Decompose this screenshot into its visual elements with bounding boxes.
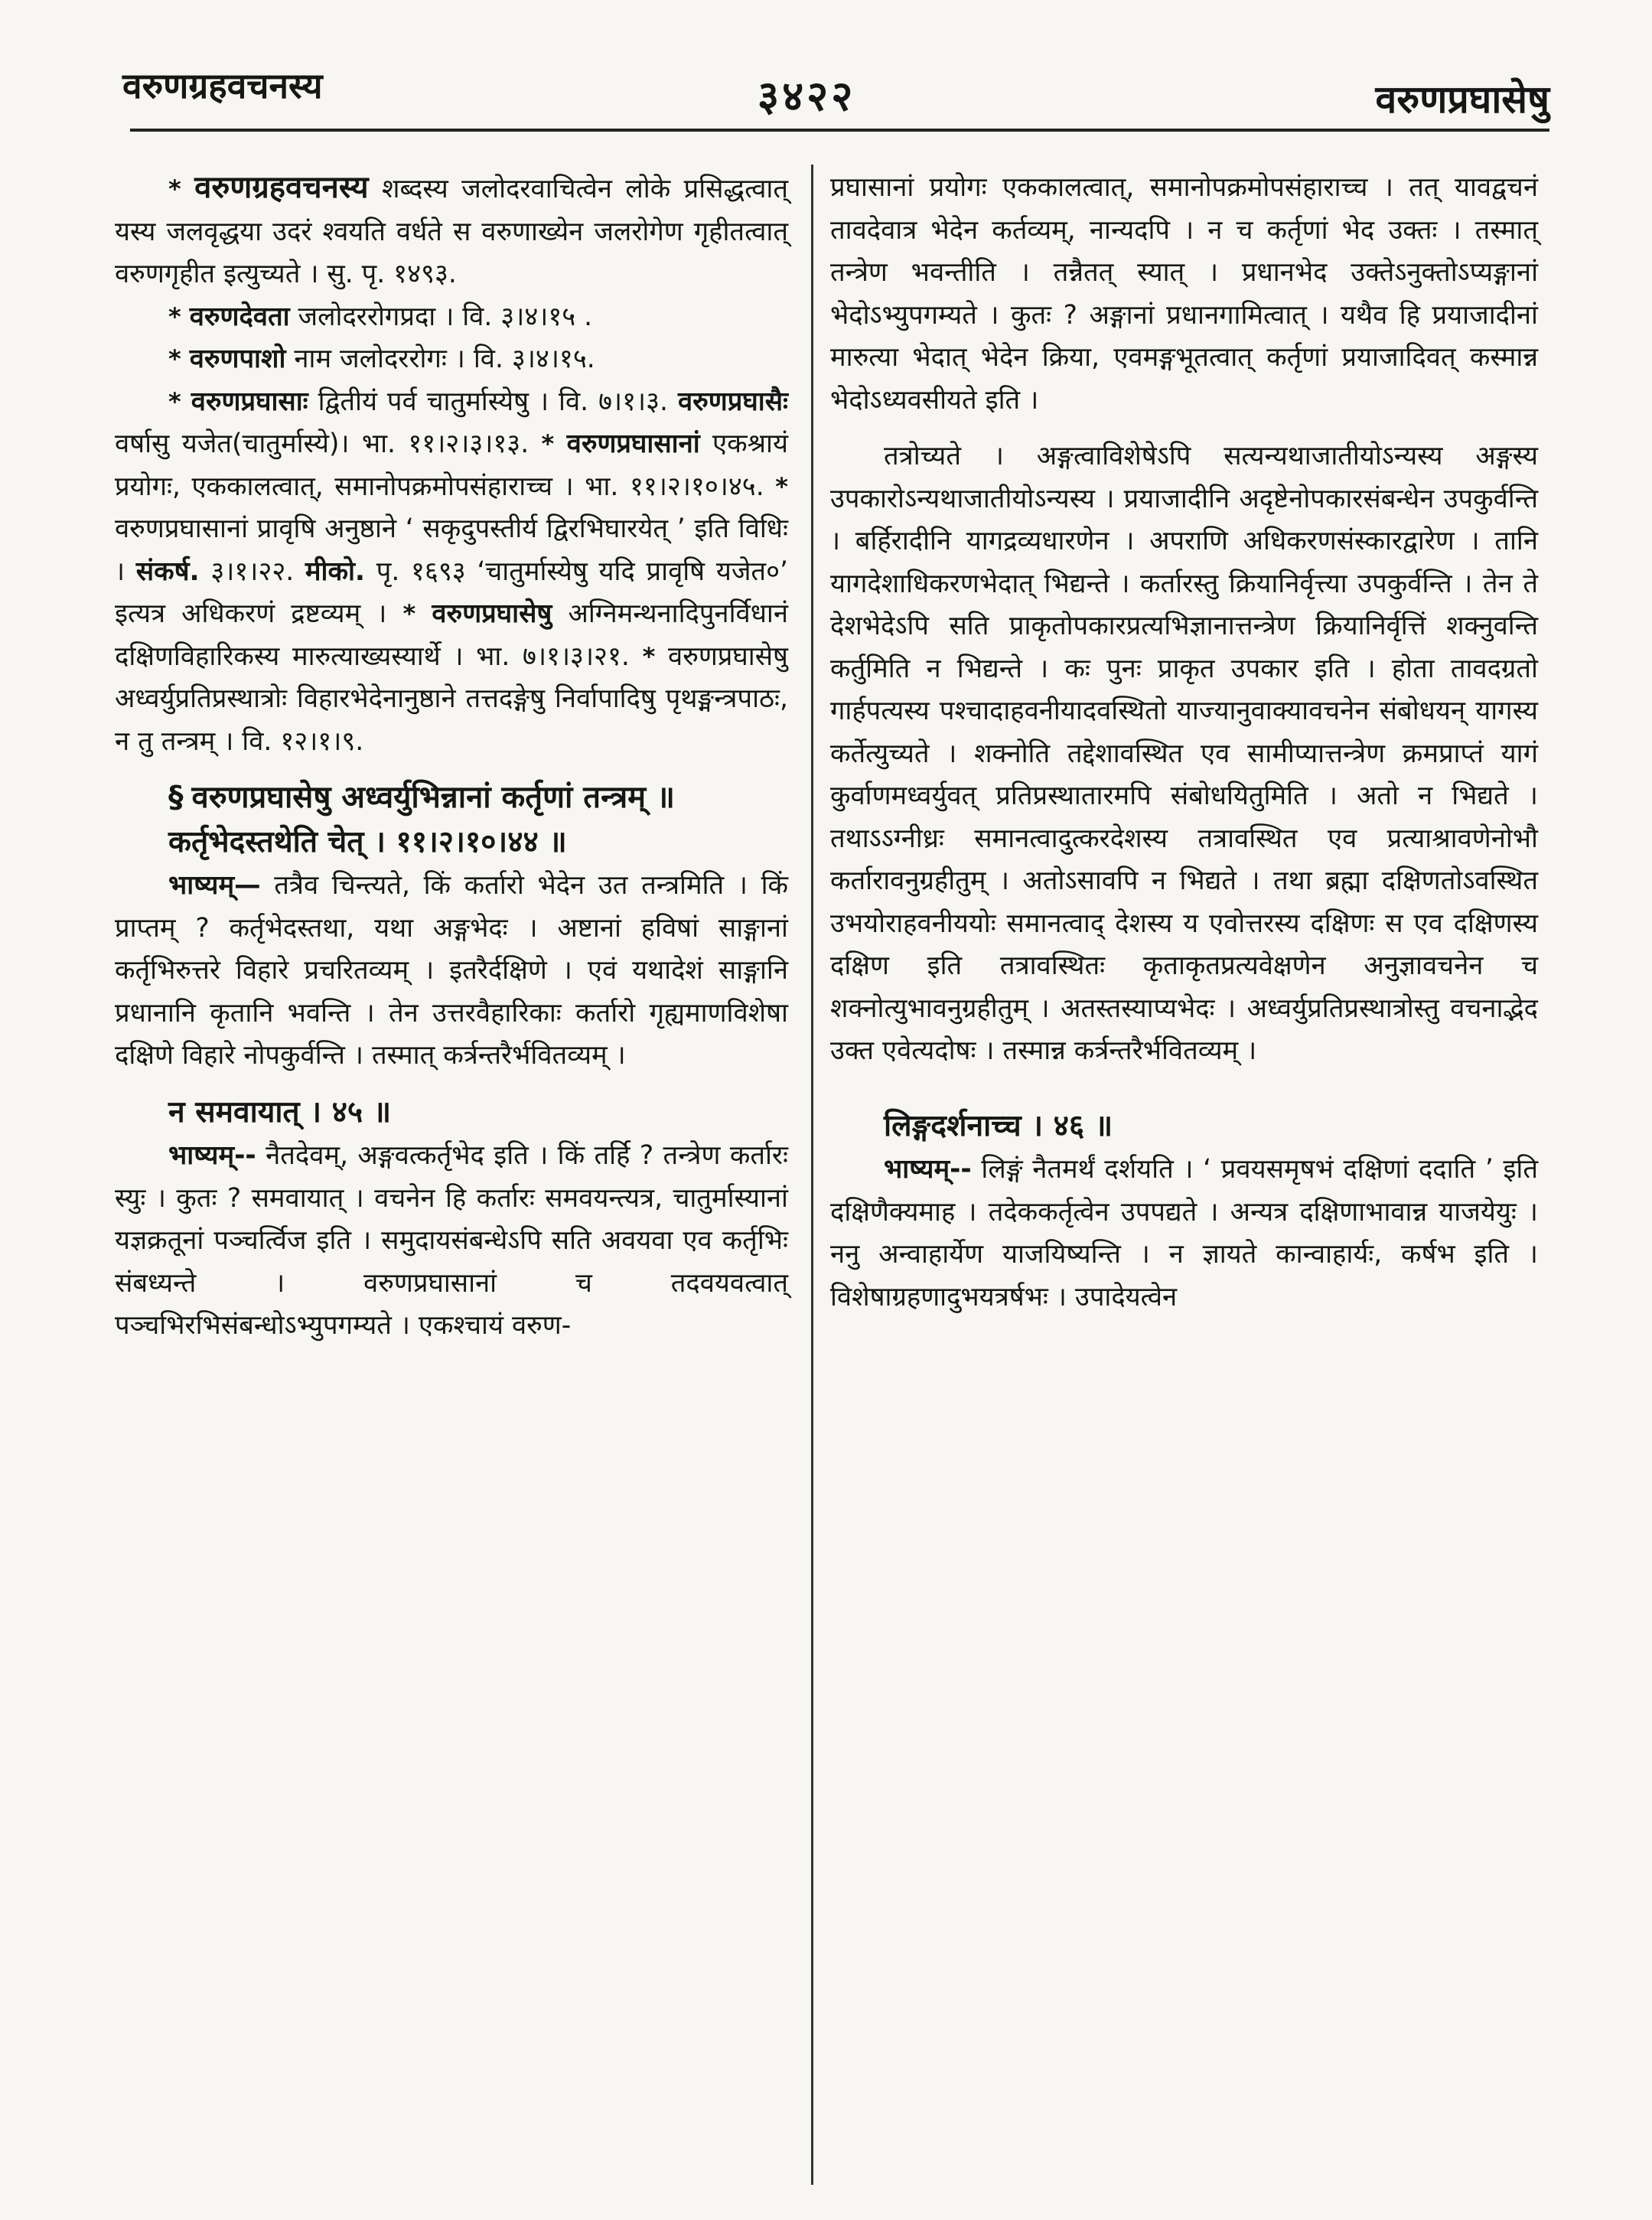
entry-text: एकश्रायं प्रयोगः, एककालत्वात्, समानोपक्रमोपसंहाराच्च । भा. ११।२।१०।४५. (115, 429, 788, 502)
sutra-44: कर्तृभेदस्तथेति चेत् । ११।२।१०।४४ ॥ (168, 824, 567, 859)
entry-paragraph (115, 381, 788, 764)
entry-text: वर्षासु यजेत(चातुर्मास्ये)। भा. ११।२।३।१३. (115, 429, 542, 459)
entry-text: द्वितीयं पर्व चातुर्मास्येषु । वि. ७।१।३. (308, 386, 678, 417)
asterisk-mark: * (541, 429, 555, 458)
entry-paragraph (115, 338, 788, 381)
page-number: ३४२२ (758, 72, 856, 120)
sutra-line (115, 821, 788, 866)
header-rule (130, 129, 1549, 132)
entry-paragraph (115, 167, 788, 296)
column-divider (811, 165, 813, 2185)
entry-term: वरुणदेवता (189, 301, 290, 332)
asterisk-mark: * (168, 386, 181, 416)
entry-text: पृ. १६९३ ‘चातुर्मास्येषु यदि प्रावृषि यजेत०’ इत्यत्र अधिकरणं द्रष्टव्यम् । (115, 556, 788, 629)
entry-text: अग्निमन्थनादिपुनर्विधानं दक्षिणविहारिकस्य मारुत्याख्यस्यार्थे । भा. ७।१।३।२१. (115, 598, 788, 672)
bhashya-paragraph (115, 865, 788, 1077)
right-column (830, 167, 1538, 1319)
bhashya-paragraph (830, 1149, 1538, 1319)
bhashya-text: तत्रैव चिन्त्यते, किं कर्तारो भेदेन उत तन्त्रमिति । किं प्राप्तम् ? कर्तृभेदस्तथा, यथा अङ्गभेदः । अष्टानां हविषां साङ्गानां कर्तृभिरुत्तरे विहारे प्रचरितव्यम् । इतरैर्दक्षिणे । एवं यथादेशं साङ्गानि प्रधानानि कृतानि भवन्ति । तेन उत्तरवैहारिकाः कर्तारो गृह्यमाणविशेषा दक्षिणे विहारे नोपकुर्वन्ति । तस्मात् कर्त्रन्तरैर्भवितव्यम् । (115, 870, 788, 1071)
asterisk-mark: * (168, 344, 181, 373)
adhikarana-heading (115, 777, 788, 821)
entry-term: वरुणप्रघासाः (191, 386, 308, 417)
bhashya-paragraph: तत्रोच्यते । अङ्गत्वाविशेषेऽपि सत्यन्यथाजातीयोऽन्यस्य अङ्गस्य उपकारोऽन्यथाजातीयोऽन्यस्य । प्रयाजादीनि अदृष्टेनोपकारसंबन्धेन उपकुर्वन्ति । बर्हिरादीनि यागद्रव्यधारणेन । अपराणि अधिकरणसंस्कारद्वारेण । तानि यागदेशाधिकरणभेदात् भिद्यन्ते । कर्तारस्तु क्रियानिर्वृत्त्या उपकुर्वन्ति । तेन ते देशभेदेऽपि सति प्राकृतोपकारप्रत्यभिज्ञानात्तन्त्रेण क्रियानिर्वृत्तिं शक्नुवन्ति कर्तुमिति न भिद्यन्ते । कः पुनः प्राकृत उपकार इति । होता तावदग्रतो गार्हपत्यस्य पश्चादाहवनीयादवस्थितो याज्यानुवाक्यावचनेन संबोधयन् यागस्य कर्तेत्युच्यते । शक्नोति तद्देशावस्थित एव सामीप्यात्तन्त्रेण क्रमप्राप्तं यागं कुर्वाणमध्वर्युवत् प्रतिप्रस्थातारमपि संबोधयितुमिति । अतो न भिद्यते । तथाऽऽग्नीध्रः समानत्वादुत्करदेशस्य तत्रावस्थित एव प्रत्याश्रावणेनोभौ कर्तारावनुग्रहीतुम् । अतोऽसावपि न भिद्यते । तथा ब्रह्मा दक्षिणतोऽवस्थित उभयोराहवनीययोः समानत्वाद् देशस्य य एवोत्तरस्य दक्षिणः स एव दक्षिणस्य दक्षिण इति तत्रावस्थितः कृताकृतप्रत्यवेक्षणेन अनुज्ञावचनेन च शक्नोत्युभावनुग्रहीतुम् । अतस्तस्याप्यभेदः । अध्वर्युप्रतिप्रस्थात्रोस्तु वचनाद्भेद उक्त एवेत्यदोषः । तस्मान्न कर्त्रन्तरैर्भवितव्यम् । (830, 441, 1538, 1066)
bhashya-label: भाष्यम्-- (884, 1154, 972, 1185)
bhashya-label: भाष्यम्-- (168, 1140, 256, 1171)
bhashya-text: नैतदेवम्, अङ्गवत्कर्तृभेद इति । किं तर्हि ? तन्त्रेण कर्तारः स्युः । कुतः ? समवायात् । वचनेन हि कर्तारः समवयन्त्यत्र, चातुर्मास्यानां यज्ञक्रतूनां पञ्चर्त्विज इति । समुदायसंबन्धेऽपि सति अवयवा एव कर्तृभिः संबध्यन्ते । वरुणप्रघासानां च तदवयवत्वात् पञ्चभिरभिसंबन्धोऽभ्युपगम्यते । एकश्चायं वरुण- (115, 1140, 788, 1341)
bhashya-paragraph (115, 1135, 788, 1348)
reference-abbrev: मीको. (305, 556, 366, 587)
reference-abbrev: संकर्ष. (135, 556, 200, 587)
entry-term: वरुणप्रघासैः (677, 386, 788, 417)
sutra-line (115, 1091, 788, 1136)
entry-text: जलोदररोगप्रदा । वि. ३।४।१५ . (289, 301, 593, 332)
running-head-right: वरुणप्रघासेषु (1375, 77, 1549, 122)
page-header (115, 55, 1549, 124)
running-head-left: वरुणग्रहवचनस्य (122, 65, 323, 106)
bhashya-continuation: प्रघासानां प्रयोगः एककालत्वात्, समानोपक्रमोपसंहाराच्च । तत् यावद्वचनं तावदेवात्र भेदेन कर्तव्यम्, नान्यदपि । न च कर्तृणां भेद उक्तः । तस्मात् तन्त्रेण भवन्तीति । तन्नैतत् स्यात् । प्रधानभेद उक्तेऽनुक्तोऽप्यङ्गानां भेदोऽभ्युपगम्यते । कुतः ? अङ्गानां प्रधानगामित्वात् । यथैव हि प्रयाजादीनां मारुत्या भेदात् भेदेन क्रिया, एवमङ्गभूतत्वात् कर्तृणां प्रयाजादिवत् कस्मान्न भेदोऽध्यवसीयते इति । (830, 172, 1538, 416)
entry-text: ३।१।२२. (199, 556, 305, 587)
entry-paragraph (115, 296, 788, 339)
asterisk-mark: * (402, 599, 416, 628)
asterisk-mark: * (168, 174, 181, 204)
entry-text: नाम जलोदररोगः । वि. ३।४।१५. (285, 344, 595, 374)
sutra-line (830, 1105, 1538, 1149)
section-mark: § (168, 781, 184, 815)
entry-term: वरुणप्रघासेषु (432, 598, 552, 629)
entry-text: शब्दस्य जलोदरवाचित्वेन लोके प्रसिद्धत्वात् यस्य जलवृद्धया उदरं श्वयति वर्धते स वरुणाख्येन जलरोगेण गृहीतत्वात् वरुणगृहीत इत्युच्यते । सु. पृ. १४९३. (115, 174, 788, 289)
left-column (115, 167, 788, 1348)
entry-term: वरुणग्रहवचनस्य (194, 170, 369, 205)
entry-text: वरुणप्रघासानां प्रावृषि अनुष्ठाने ‘ सकृदुपस्तीर्य द्विरभिघारयेत् ’ इति विधिः । (115, 513, 788, 587)
entry-term: वरुणपाशो (189, 344, 286, 374)
sutra-45: न समवायात् । ४५ ॥ (168, 1094, 392, 1130)
sutra-46: लिङ्गदर्शनाच्च । ४६ ॥ (884, 1108, 1113, 1143)
asterisk-mark: * (775, 471, 788, 501)
bhashya-label: भाष्यम्— (168, 870, 261, 901)
bhashya-text: लिङ्गं नैतमर्थं दर्शयति । ‘ प्रवयसमृषभं दक्षिणां ददाति ’ इति दक्षिणैक्यमाह । तदेककर्तृत्वेन उपपद्यते । अन्यत्र दक्षिणाभावान्न याजयेयुः । ननु अन्वाहार्येण याजयिष्यन्ति । न ज्ञायते कान्वाहार्यः, कर्षभ इति । विशेषाग्रहणादुभयत्रर्षभः । उपादेयत्वेन (830, 1154, 1538, 1312)
asterisk-mark: * (168, 302, 181, 331)
asterisk-mark: * (642, 641, 656, 671)
adhikarana-title: वरुणप्रघासेषु अध्वर्युभिन्नानां कर्तृणां तन्त्रम् ॥ (191, 780, 675, 815)
entry-term: वरुणप्रघासानां (566, 429, 700, 459)
entry-text: वरुणप्रघासेषु अध्वर्युप्रतिप्रस्थात्रोः विहारभेदेनानुष्ठाने तत्तदङ्गेषु निर्वापादिषु पृथङ्मन्त्रपाठः, न तु तन्त्रम् । वि. १२।१।९. (115, 641, 788, 757)
